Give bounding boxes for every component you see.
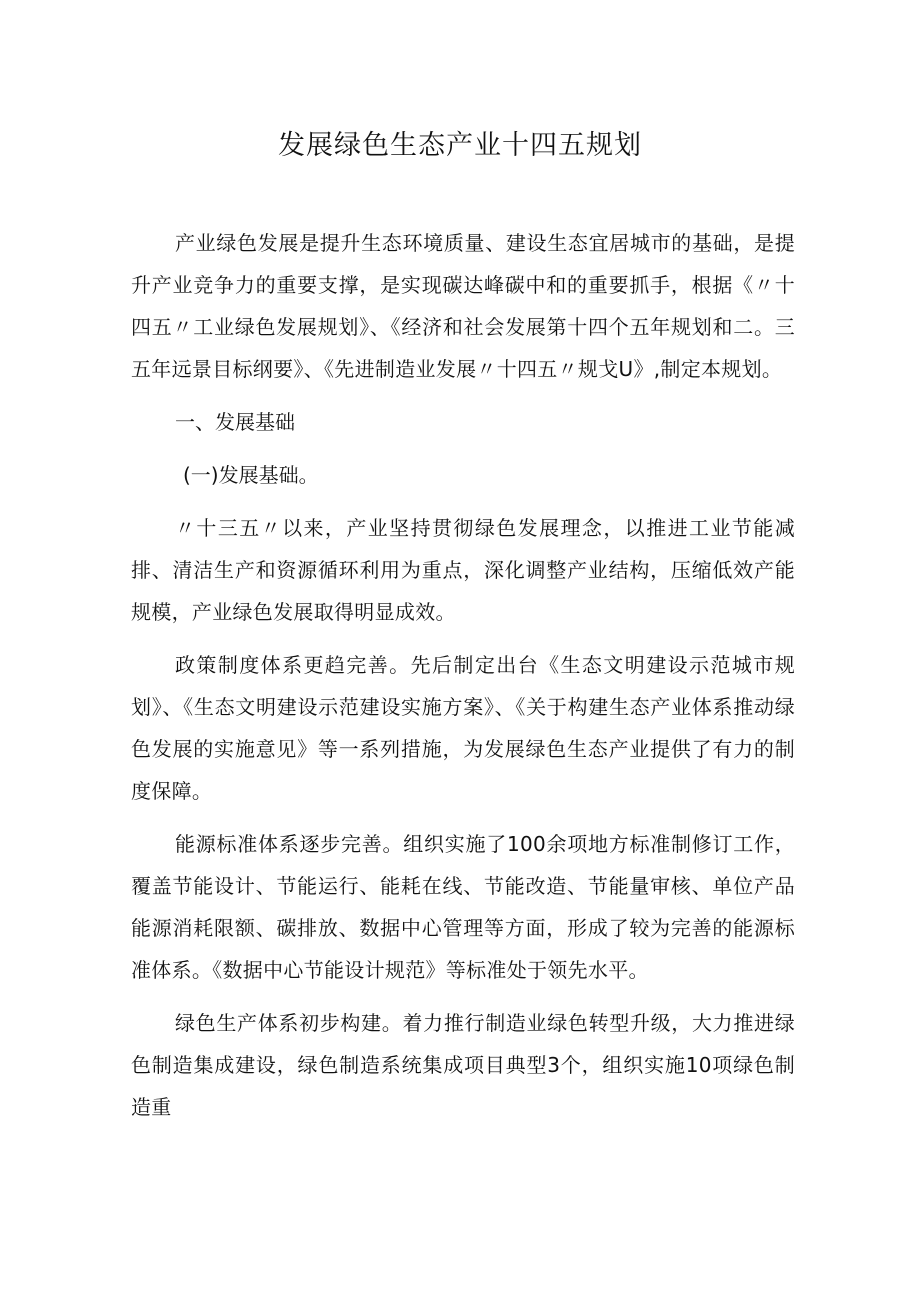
intro-paragraph: 产业绿色发展是提升生态环境质量、建设生态宜居城市的基础，是提升产业竞争力的重要支撑，是实现碳达峰碳中和的重要抓手，根据《〃十四五〃工业绿色发展规划》、《经济和社会发展第十四个五年规划和二。三五年远景目标纲要》、《先进制造业发展〃十四五〃规戈U》,制定本规划。 xyxy=(131,231,795,381)
paragraph-development-overview: 〃十三五〃以来，产业坚持贯彻绿色发展理念，以推进工业节能减排、清洁生产和资源循环利用为重点，深化调整产业结构，压缩低效产能规模，产业绿色发展取得明显成效。 xyxy=(131,516,795,624)
paragraph-green-production: 绿色生产体系初步构建。着力推行制造业绿色转型升级，大力推进绿色制造集成建设，绿色制造系统集成项目典型3个，组织实施10项绿色制造重 xyxy=(131,1011,795,1119)
paragraph-policy-system: 政策制度体系更趋完善。先后制定出台《生态文明建设示范城市规划》、《生态文明建设示范建设实施方案》、《关于构建生态产业体系推动绿色发展的实施意见》等一系列措施，为发展绿色生态产业提供了有力的制度保障。 xyxy=(131,653,795,803)
document-title: 发展绿色生态产业十四五规划 xyxy=(278,130,642,161)
paragraph-energy-standards: 能源标准体系逐步完善。组织实施了100余项地方标准制修订工作，覆盖节能设计、节能运行、能耗在线、节能改造、节能量审核、单位产品能源消耗限额、碳排放、数据中心管理等方面，形成了较为完善的能源标准体系。《数据中心节能设计规范》等标准处于领先水平。 xyxy=(131,832,795,982)
subsection-heading: (一)发展基础。 xyxy=(183,463,319,487)
section-heading: 一、发展基础 xyxy=(175,410,295,434)
document-body xyxy=(131,222,795,1139)
